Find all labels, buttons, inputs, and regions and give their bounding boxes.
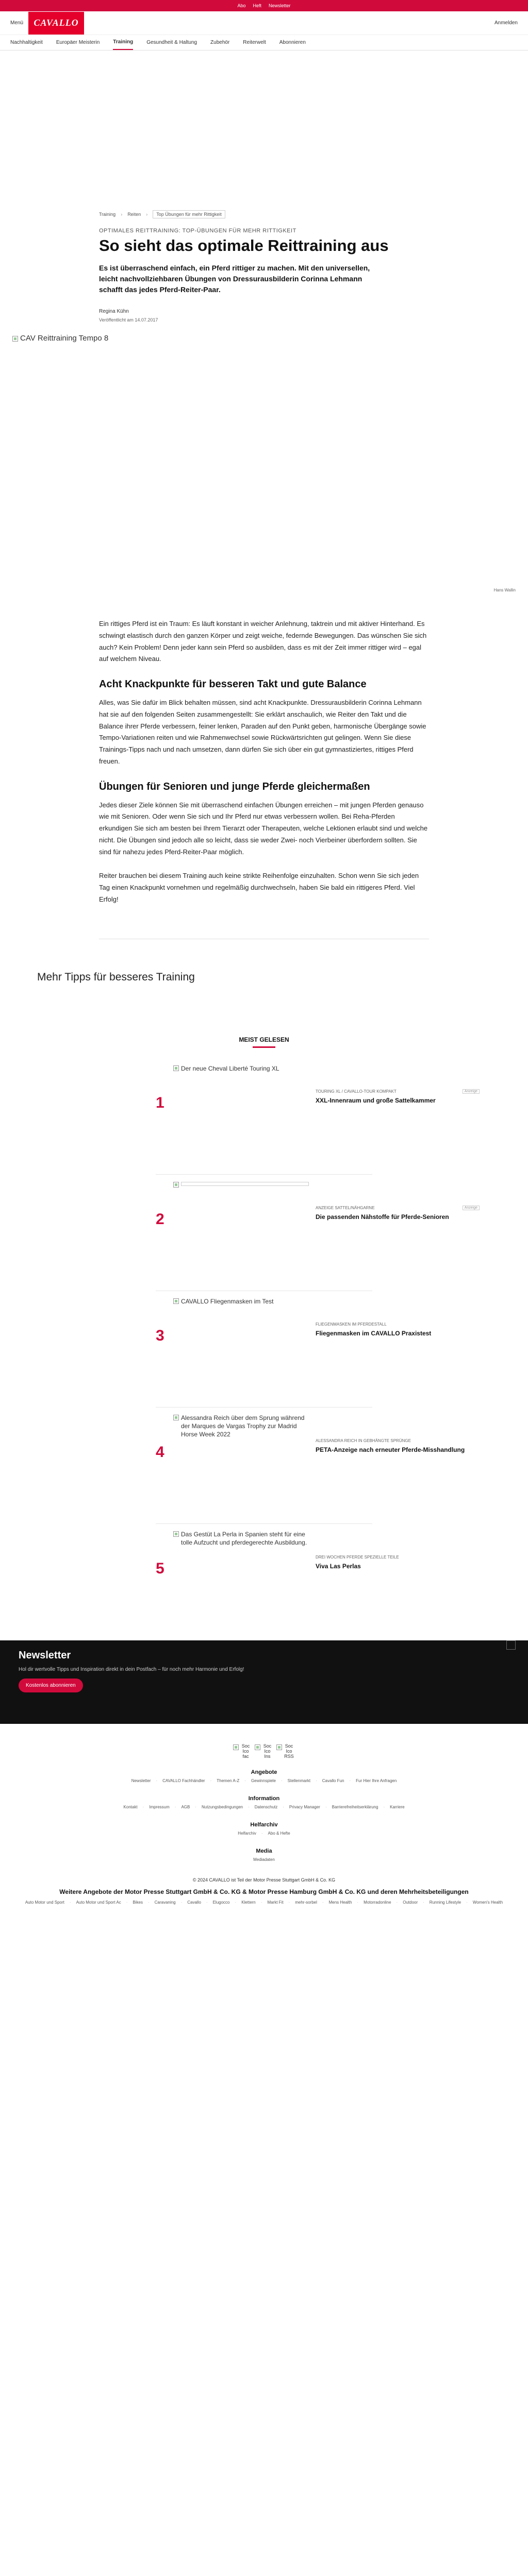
- most-read-image[interactable]: [170, 1414, 309, 1465]
- most-read-kicker: TOURING XL / CAVALLO-TOUR KOMPAKT: [316, 1089, 397, 1094]
- footer-link[interactable]: Kontakt: [123, 1804, 138, 1809]
- nav-item-gesundheit[interactable]: Gesundheit & Haltung: [146, 40, 197, 45]
- social-label: Soc Ico Ins: [263, 1743, 272, 1759]
- article-author[interactable]: Regina Kühn: [99, 309, 129, 315]
- broken-image-icon: [233, 1744, 239, 1750]
- footer-link[interactable]: Themen A-Z: [217, 1778, 240, 1783]
- broken-image-icon: [173, 1182, 179, 1188]
- broken-image-icon: [173, 1415, 179, 1420]
- hero-image: [5, 334, 523, 592]
- most-read-section: [156, 1036, 372, 1048]
- nav-item-training[interactable]: Training: [113, 35, 133, 50]
- more-tips-heading: Mehr Tipps für besseres Training: [37, 971, 195, 983]
- most-read-image-alt: CAVALLO Fliegenmasken im Test: [181, 1297, 274, 1305]
- broken-image-icon: [276, 1744, 282, 1750]
- article-date: Veröffentlicht am 14.07.2017: [99, 317, 158, 323]
- article-header: [99, 210, 429, 323]
- most-read-title: MEIST GELESEN: [239, 1036, 289, 1043]
- footer-links-media: [16, 1857, 512, 1862]
- most-read-rank: 3: [156, 1327, 164, 1344]
- site-header: [0, 11, 528, 35]
- most-read-image-alt: Der neue Cheval Liberté Touring XL: [181, 1064, 279, 1072]
- footer-link[interactable]: Elugocco: [212, 1900, 230, 1905]
- most-read-item[interactable]: [156, 1524, 399, 1640]
- most-read-rank: 5: [156, 1560, 164, 1577]
- footer-link[interactable]: AGB: [181, 1804, 190, 1809]
- most-read-rank: 4: [156, 1443, 164, 1461]
- footer-link[interactable]: Datenschutz: [254, 1804, 278, 1809]
- top-bar: [0, 0, 528, 11]
- rss-icon[interactable]: [276, 1743, 295, 1764]
- most-read-kicker: DREI WOCHEN PFERDE SPEZIELLE TEILE: [316, 1554, 399, 1560]
- site-footer: [0, 1724, 528, 1905]
- newsletter-box: [0, 1640, 528, 1724]
- section-heading: Übungen für Senioren und junge Pferde gleichermaßen: [99, 781, 370, 792]
- newsletter-text: Hol dir wertvolle Tipps und Inspiration direkt in dein Postfach – für noch mehr Harmonie und Erfolg!: [19, 1666, 244, 1672]
- footer-link[interactable]: Motorradonline: [364, 1900, 391, 1905]
- nav-item-zubehoer[interactable]: Zubehör: [210, 40, 230, 45]
- breadcrumb-current: Top Übungen für mehr Rittigkeit: [153, 210, 225, 218]
- footer-link[interactable]: mehr-sorbel: [295, 1900, 317, 1905]
- footer-link[interactable]: Auto Motor und Sport Ac: [76, 1900, 121, 1905]
- footer-link[interactable]: Running Lifestyle: [429, 1900, 461, 1905]
- site-logo[interactable]: CAVALLO: [28, 12, 84, 35]
- article-kicker: OPTIMALES REITTRAINING: TOP-ÜBUNGEN FÜR MEHR RITTIGKEIT: [99, 228, 296, 234]
- most-read-headline[interactable]: PETA-Anzeige nach erneuter Pferde-Misshandlung: [316, 1446, 465, 1453]
- footer-link[interactable]: Bikes: [133, 1900, 143, 1905]
- most-read-headline[interactable]: Viva Las Perlas: [316, 1562, 361, 1570]
- footer-link[interactable]: Karriere: [390, 1804, 405, 1809]
- article-paragraph: Alles, was Sie dafür im Blick behalten müssen, sind acht Knackpunkte. Dressurausbilderin Corinna Lehmann hat sie auf den folgenden Seiten zusammengestellt: Sie erklärt anschaulich, wie Reiter den Takt und die Balance ihrer Pferde verbessern, feiner lenken, Paraden auf den Punkt geben, harmonische Übergänge sowie Tempo-Variationen reiten und wie Rahmenwechsel sowie Rückwärtsrichten gut gelingen. Wenn Sie diese Trainings-Tipps nach und nach umsetzen, dann dürfen Sie sich über ein gut gymnastiziertes, rittiges Pferd freuen.: [99, 699, 426, 765]
- article-lead: Es ist überraschend einfach, ein Pferd rittiger zu machen. Mit den universellen, leicht nachvollziehbaren Übungen von Dressurausbilderin Corinna Lehmann schafft das jedes Pferd-Reiter-Paar.: [99, 264, 370, 294]
- footer-link[interactable]: Cavallo: [187, 1900, 201, 1905]
- social-links: [0, 1743, 528, 1764]
- most-read-kicker: FLIEGENMASKEN IM PFERDESTALL: [316, 1321, 387, 1327]
- footer-link[interactable]: Markt Fit: [267, 1900, 284, 1905]
- broken-image-icon: [12, 336, 18, 342]
- footer-link[interactable]: Klettern: [241, 1900, 256, 1905]
- footer-link[interactable]: Caravaning: [154, 1900, 176, 1905]
- nav-item-nachhaltigkeit[interactable]: Nachhaltigkeit: [10, 40, 43, 45]
- footer-link[interactable]: Newsletter: [131, 1778, 151, 1783]
- most-read-underline: [253, 1046, 275, 1048]
- instagram-icon[interactable]: [255, 1743, 273, 1764]
- newsletter-title: Newsletter: [19, 1649, 71, 1661]
- article-paragraph: Jedes dieser Ziele können Sie mit überraschend einfachen Übungen erreichen – mit jungen Pferden genauso wie mit Senioren. Oder wenn Sie sich und Ihr Pferd nur etwas verbessern wollen. Bei Reha-Pferden erkundigen Sie sich am besten bei Ihrem Tierarzt oder Therapeuten, welche Lektionen erlaubt sind und welche nicht. Die Übungen sind jedoch alle so leicht, dass sie weder Zwei- noch Vierbeiner überfordern sollten. Sie sind für nahezu jedes Pferd-Reiter-Paar möglich.: [99, 801, 428, 856]
- breadcrumb: [99, 210, 429, 218]
- topbar-link-newsletter[interactable]: Newsletter: [269, 3, 291, 8]
- most-read-image[interactable]: [170, 1181, 309, 1232]
- login-link[interactable]: Anmelden: [494, 20, 518, 26]
- most-read-image[interactable]: [170, 1297, 309, 1349]
- footer-link[interactable]: Helfarchiv: [238, 1831, 256, 1836]
- breadcrumb-item[interactable]: Reiten: [127, 212, 141, 217]
- breadcrumb-item[interactable]: Training: [99, 212, 116, 217]
- article-paragraph: Reiter brauchen bei diesem Training auch keine strikte Reihenfolge einzuhalten. Schon wenn Sie sich jeden Tag einen Knackpunkt vornehmen und regelmäßig durchwechseln, haben Sie bald ein rittigeres Pferd. Viel Erfolg!: [99, 872, 419, 903]
- most-read-image[interactable]: [170, 1064, 309, 1116]
- nav-item-europaer-meisterin[interactable]: Europäer Meisterin: [56, 40, 100, 45]
- most-read-item[interactable]: [156, 1291, 432, 1408]
- footer-link[interactable]: Privacy Manager: [289, 1804, 320, 1809]
- footer-link[interactable]: Gewinnspiele: [251, 1778, 276, 1783]
- most-read-item[interactable]: [156, 1408, 465, 1524]
- menu-button[interactable]: Menü: [10, 20, 24, 26]
- most-read-image-alt: [181, 1182, 309, 1186]
- article-body: [99, 618, 429, 939]
- footer-link[interactable]: Mediadaten: [253, 1857, 275, 1862]
- hero-image-credit: Hans Wallin: [493, 588, 516, 593]
- broken-image-icon: [255, 1744, 260, 1750]
- ad-badge: Anzeige: [463, 1206, 480, 1210]
- most-read-item[interactable]: [156, 1175, 477, 1291]
- ad-badge: Anzeige: [463, 1089, 480, 1094]
- broken-image-icon: [173, 1065, 179, 1071]
- most-read-rank: 2: [156, 1210, 164, 1228]
- social-label: Soc Ico RSS: [284, 1743, 294, 1759]
- most-read-rank: 1: [156, 1094, 164, 1111]
- most-read-item[interactable]: [156, 1058, 477, 1175]
- footer-link[interactable]: Women's Health: [472, 1900, 503, 1905]
- footer-section-title: Helfarchiv: [250, 1821, 278, 1828]
- broken-image-icon: [173, 1298, 179, 1304]
- most-read-image[interactable]: [170, 1530, 309, 1582]
- broken-image-icon: [173, 1531, 179, 1537]
- footer-link[interactable]: Impressum: [149, 1804, 170, 1809]
- footer-section-title: Media: [256, 1848, 272, 1854]
- footer-link[interactable]: Mens Health: [328, 1900, 352, 1905]
- nav-item-abonnieren[interactable]: Abonnieren: [279, 40, 306, 45]
- most-read-image-alt: Alessandra Reich über dem Sprung während der Marques de Vargas Trophy zur Madrid Horse Week 2022: [181, 1414, 305, 1438]
- most-read-headline[interactable]: XXL-Innenraum und große Sattelkammer: [316, 1096, 436, 1104]
- nav-item-reiterwelt[interactable]: Reiterwelt: [243, 40, 266, 45]
- newsletter-subscribe-button[interactable]: Kostenlos abonnieren: [19, 1679, 83, 1692]
- most-read-image-alt: Das Gestüt La Perla in Spanien steht für eine tolle Aufzucht und pferdegerechte Ausbildung.: [181, 1530, 307, 1546]
- footer-link[interactable]: Barrierefreiheitserklärung: [332, 1804, 378, 1809]
- topbar-link-abo[interactable]: Abo: [237, 3, 246, 8]
- footer-link[interactable]: Outdoor: [403, 1900, 418, 1905]
- hero-image-alt: CAV Reittraining Tempo 8: [20, 334, 109, 343]
- footer-link[interactable]: Auto Motor und Sport: [25, 1900, 64, 1905]
- most-read-kicker: ANZEIGE SATTEL/NÄHGARNE: [316, 1205, 375, 1210]
- footer-links-helfer: Helfarchiv · Abo & Hefte: [238, 1831, 290, 1836]
- social-label: Soc Ico fac: [241, 1743, 250, 1759]
- main-nav: [0, 35, 528, 50]
- copyright: © 2024 CAVALLO ist Teil der Motor Presse Stuttgart GmbH & Co. KG: [192, 1877, 336, 1883]
- footer-links-information: Kontakt · Impressum · AGB · Nutzungsbedingungen · Datenschutz · Privacy Manager · Barrierefreiheitserklärung · Karriere: [123, 1804, 405, 1809]
- article-title: So sieht das optimale Reittraining aus: [99, 236, 389, 255]
- footer-link[interactable]: Nutzungsbedingungen: [202, 1804, 243, 1809]
- footer-link[interactable]: Abo & Hefte: [268, 1831, 290, 1836]
- breadcrumb-separator: ›: [121, 212, 123, 217]
- newsletter-image: [506, 1640, 516, 1650]
- footer-link[interactable]: Stellenmarkt: [287, 1778, 311, 1783]
- publisher-offer-links: Auto Motor und Sport · Auto Motor und Sport Ac · Bikes · Caravaning · Cavallo · Elugocco · Klettern · Markt Fit · mehr-sorbel · Mens Health · Motorradonline · Outdoor · Running Lifestyle · Women's Health: [25, 1900, 503, 1905]
- footer-section-title: Information: [248, 1795, 280, 1802]
- facebook-icon[interactable]: [233, 1743, 252, 1764]
- footer-link[interactable]: CAVALLO Fachhändler: [162, 1778, 205, 1783]
- topbar-link-heft[interactable]: Heft: [253, 3, 261, 8]
- article-paragraph: Ein rittiges Pferd ist ein Traum: Es läuft konstant in weicher Anlehnung, taktrein und mit aktiver Hinterhand. Es schwingt elastisch durch den ganzen Körper und zeigt weiche, federnde Bewegungen. Das wünschen Sie sich auch? Kein Problem! Denn jeder kann sein Pferd so ausbilden, dass es mit der Zeit immer rittiger wird – egal auf welchem Niveau.: [99, 620, 427, 663]
- footer-links-angebote: Newsletter · CAVALLO Fachhändler · Themen A-Z · Gewinnspiele · Stellenmarkt · Cavallo Fun · Fur Hier Ihre Anfragen: [131, 1778, 397, 1783]
- section-heading: Acht Knackpunkte für besseren Takt und gute Balance: [99, 679, 367, 690]
- most-read-kicker: ALESSANDRA REICH IN GEBHÄNGTE SPRÜNGE: [316, 1438, 411, 1443]
- publisher-offers-title: Weitere Angebote der Motor Presse Stuttgart GmbH & Co. KG & Motor Presse Hamburg GmbH & Co. KG und deren Mehrheitsbeteiligungen: [59, 1888, 469, 1895]
- footer-link[interactable]: Fur Hier Ihre Anfragen: [356, 1778, 397, 1783]
- ad-space: [0, 50, 528, 210]
- footer-link[interactable]: Cavallo Fun: [322, 1778, 344, 1783]
- footer-section-title: Angebote: [251, 1769, 277, 1775]
- most-read-list: [156, 1058, 477, 1640]
- breadcrumb-separator: ›: [146, 212, 148, 217]
- most-read-headline[interactable]: Fliegenmasken im CAVALLO Praxistest: [316, 1329, 432, 1337]
- most-read-headline[interactable]: Die passenden Nähstoffe für Pferde-Senioren: [316, 1213, 449, 1221]
